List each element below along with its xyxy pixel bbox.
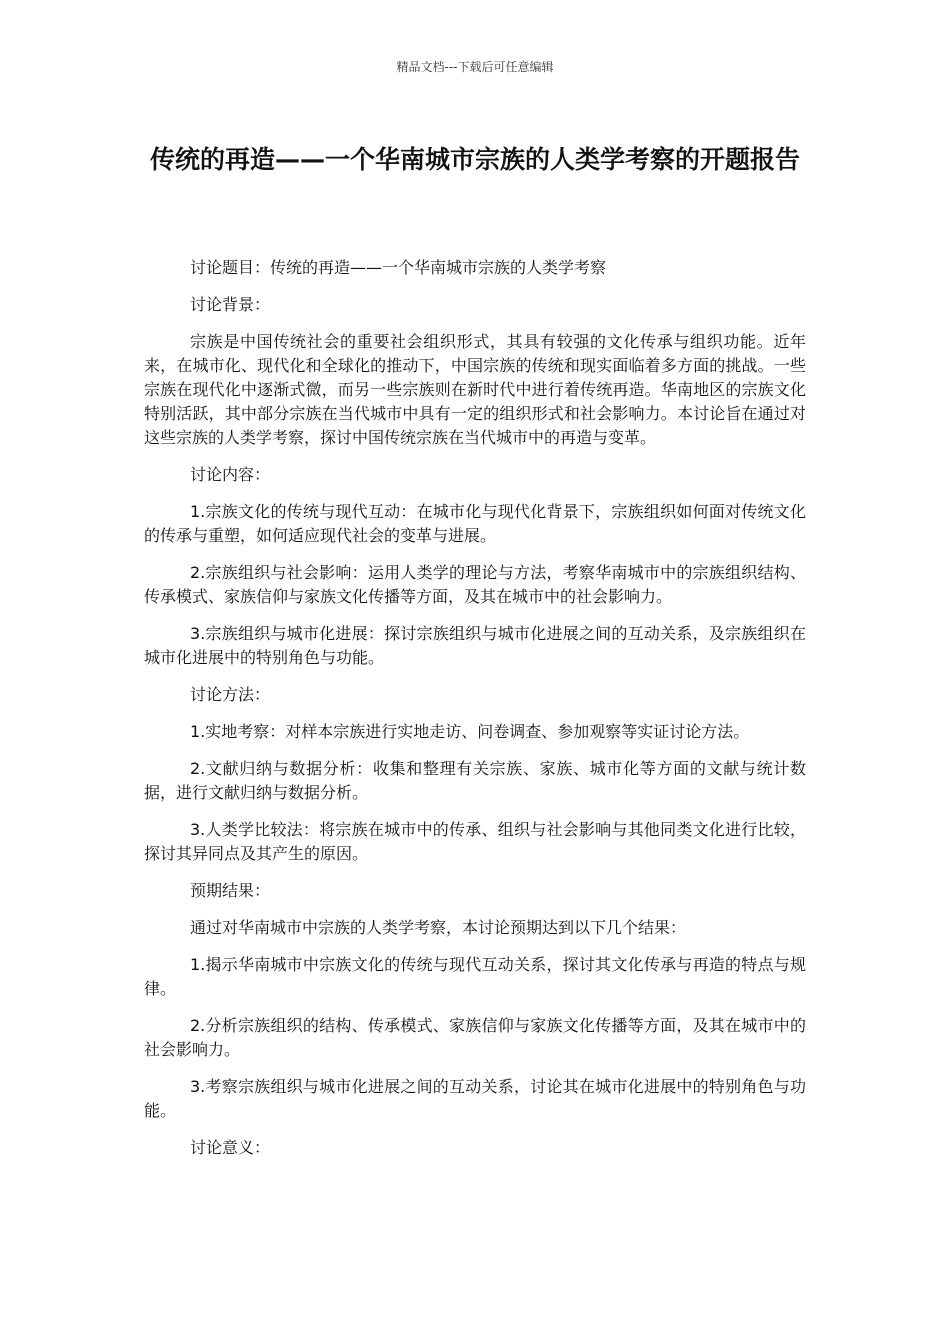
document-title: 传统的再造——一个华南城市宗族的人类学考察的开题报告 [149,145,800,174]
significance-heading: 讨论意义： [190,1138,271,1157]
document-body [144,256,806,1173]
results-heading: 预期结果： [190,881,271,900]
method-heading: 讨论方法： [190,685,271,704]
results-item-1: 1.揭示华南城市中宗族文化的传统与现代互动关系，探讨其文化传承与再造的特点与规律。 [144,955,806,998]
content-heading: 讨论内容： [190,465,271,484]
content-item-1: 1.宗族文化的传统与现代互动：在城市化与现代化背景下，宗族组织如何面对传统文化的传承与重塑，如何适应现代社会的变革与进展。 [144,502,806,545]
method-item-1: 1.实地考察：对样本宗族进行实地走访、问卷调查、参加观察等实证讨论方法。 [190,722,750,741]
results-item-2: 2.分析宗族组织的结构、传承模式、家族信仰与家族文化传播等方面，及其在城市中的社会影响力。 [144,1016,806,1059]
background-paragraph: 宗族是中国传统社会的重要社会组织形式，其具有较强的文化传承与组织功能。近年来，在城市化、现代化和全球化的推动下，中国宗族的传统和现实面临着多方面的挑战。一些宗族在现代化中逐渐式微，而另一些宗族则在新时代中进行着传统再造。华南地区的宗族文化特别活跃，其中部分宗族在当代城市中具有一定的组织形式和社会影响力。本讨论旨在通过对这些宗族的人类学考察，探讨中国传统宗族在当代城市中的再造与变革。 [144,332,806,447]
background-heading: 讨论背景： [190,295,271,314]
content-item-2: 2.宗族组织与社会影响：运用人类学的理论与方法，考察华南城市中的宗族组织结构、传承模式、家族信仰与家族文化传播等方面，及其在城市中的社会影响力。 [144,563,806,606]
page-header: 精品文档---下载后可任意编辑 [396,60,554,74]
method-item-2: 2.文献归纳与数据分析：收集和整理有关宗族、家族、城市化等方面的文献与统计数据，进行文献归纳与数据分析。 [144,759,806,802]
content-item-3: 3.宗族组织与城市化进展：探讨宗族组织与城市化进展之间的互动关系，及宗族组织在城市化进展中的特别角色与功能。 [144,624,806,667]
method-item-3: 3.人类学比较法：将宗族在城市中的传承、组织与社会影响与其他同类文化进行比较，探讨其异同点及其产生的原因。 [144,820,806,863]
results-intro: 通过对华南城市中宗族的人类学考察，本讨论预期达到以下几个结果： [190,918,687,937]
results-item-3: 3.考察宗族组织与城市化进展之间的互动关系，讨论其在城市化进展中的特别角色与功能。 [144,1077,806,1120]
topic-paragraph: 讨论题目：传统的再造——一个华南城市宗族的人类学考察 [190,258,607,277]
